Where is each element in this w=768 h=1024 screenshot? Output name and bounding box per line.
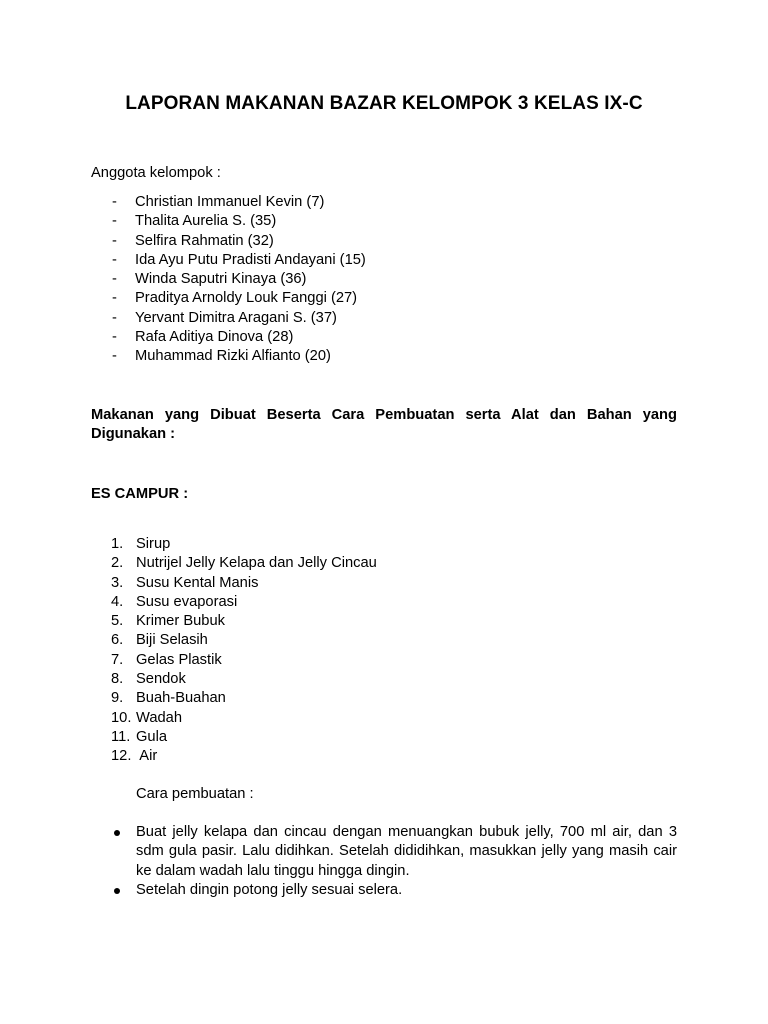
- member-name: Selfira Rahmatin (32): [135, 232, 274, 249]
- dash-marker: -: [112, 329, 117, 346]
- method-heading: Cara pembuatan :: [136, 786, 254, 802]
- list-item: [91, 232, 691, 251]
- list-item: [91, 651, 691, 670]
- item-number: 3.: [111, 574, 124, 591]
- member-name: Yervant Dimitra Aragani S. (37): [135, 309, 337, 326]
- item-text: Wadah: [136, 709, 182, 726]
- list-item: [91, 612, 691, 631]
- list-item: [91, 593, 691, 612]
- list-item: [91, 631, 691, 650]
- list-item: [91, 881, 677, 900]
- bullet-icon: [114, 830, 120, 836]
- list-item: [91, 823, 677, 881]
- item-text: Susu Kental Manis: [136, 574, 259, 591]
- dash-marker: -: [112, 251, 117, 268]
- item-text: Krimer Bubuk: [136, 613, 225, 630]
- list-item: [91, 689, 691, 708]
- item-text: Air: [136, 748, 158, 765]
- list-item: [91, 212, 691, 231]
- list-item: [91, 309, 691, 328]
- list-item: [91, 709, 691, 728]
- dash-marker: -: [112, 290, 117, 307]
- item-text: Biji Selasih: [136, 632, 208, 649]
- steps-list: [91, 823, 677, 900]
- members-list: [91, 193, 691, 367]
- item-text: Nutrijel Jelly Kelapa dan Jelly Cincau: [136, 555, 377, 572]
- item-text: Sendok: [136, 671, 186, 688]
- list-item: [91, 574, 691, 593]
- item-text: Gula: [136, 728, 168, 745]
- member-name: Thalita Aurelia S. (35): [135, 213, 277, 230]
- list-item: [91, 728, 691, 747]
- member-name: Rafa Aditiya Dinova (28): [135, 329, 294, 346]
- item-number: 8.: [111, 671, 124, 688]
- item-number: 12.: [111, 748, 132, 765]
- ingredients-list: [91, 535, 691, 767]
- dash-marker: -: [112, 194, 117, 210]
- item-number: 6.: [111, 632, 124, 649]
- dash-marker: -: [112, 232, 117, 249]
- item-number: 4.: [111, 593, 124, 610]
- recipe-title: ES CAMPUR :: [91, 486, 189, 502]
- list-item: [91, 251, 691, 270]
- dash-marker: -: [112, 309, 117, 326]
- dash-marker: -: [112, 271, 117, 288]
- step-text: Buat jelly kelapa dan cincau dengan menuangkan bubuk jelly, 700 ml air, dan 3 sdm gula pasir. Lalu didihkan. Setelah dididihkan, masukkan jelly yang masih cair ke dalam wadah lalu tinggu hingga dingin.: [136, 824, 677, 879]
- list-item: [91, 554, 691, 573]
- item-number: 11.: [111, 728, 131, 745]
- item-text: Buah-Buahan: [136, 690, 226, 707]
- section-heading-line-1: Makanan yang Dibuat Beserta Cara Pembuatan serta Alat dan Bahan yang: [91, 407, 677, 423]
- dash-marker: -: [112, 213, 117, 230]
- list-item: [91, 670, 691, 689]
- item-number: 2.: [111, 555, 124, 572]
- item-number: 5.: [111, 613, 124, 630]
- list-item: [91, 289, 691, 308]
- step-text: Setelah dingin potong jelly sesuai selera.: [136, 881, 403, 898]
- member-name: Muhammad Rizki Alfianto (20): [135, 348, 331, 365]
- section-heading: [91, 406, 677, 445]
- list-item: [91, 747, 691, 766]
- item-number: 1.: [111, 536, 124, 552]
- item-number: 10.: [111, 709, 132, 726]
- item-text: Susu evaporasi: [136, 593, 238, 610]
- item-text: Sirup: [136, 536, 171, 552]
- members-heading: Anggota kelompok :: [91, 165, 221, 181]
- member-name: Ida Ayu Putu Pradisti Andayani (15): [135, 251, 366, 268]
- member-name: Praditya Arnoldy Louk Fanggi (27): [135, 290, 358, 307]
- member-name: Winda Saputri Kinaya (36): [135, 271, 307, 288]
- list-item: [91, 193, 691, 212]
- list-item: [91, 328, 691, 347]
- item-number: 9.: [111, 690, 124, 707]
- item-text: Gelas Plastik: [136, 651, 222, 668]
- list-item: [91, 535, 691, 554]
- section-heading-line-2: Digunakan :: [91, 426, 176, 443]
- list-item: [91, 270, 691, 289]
- document-title: LAPORAN MAKANAN BAZAR KELOMPOK 3 KELAS IX-C: [125, 93, 643, 114]
- item-number: 7.: [111, 651, 124, 668]
- list-item: [91, 347, 691, 366]
- member-name: Christian Immanuel Kevin (7): [135, 194, 325, 210]
- bullet-icon: [114, 888, 120, 894]
- dash-marker: -: [112, 348, 117, 365]
